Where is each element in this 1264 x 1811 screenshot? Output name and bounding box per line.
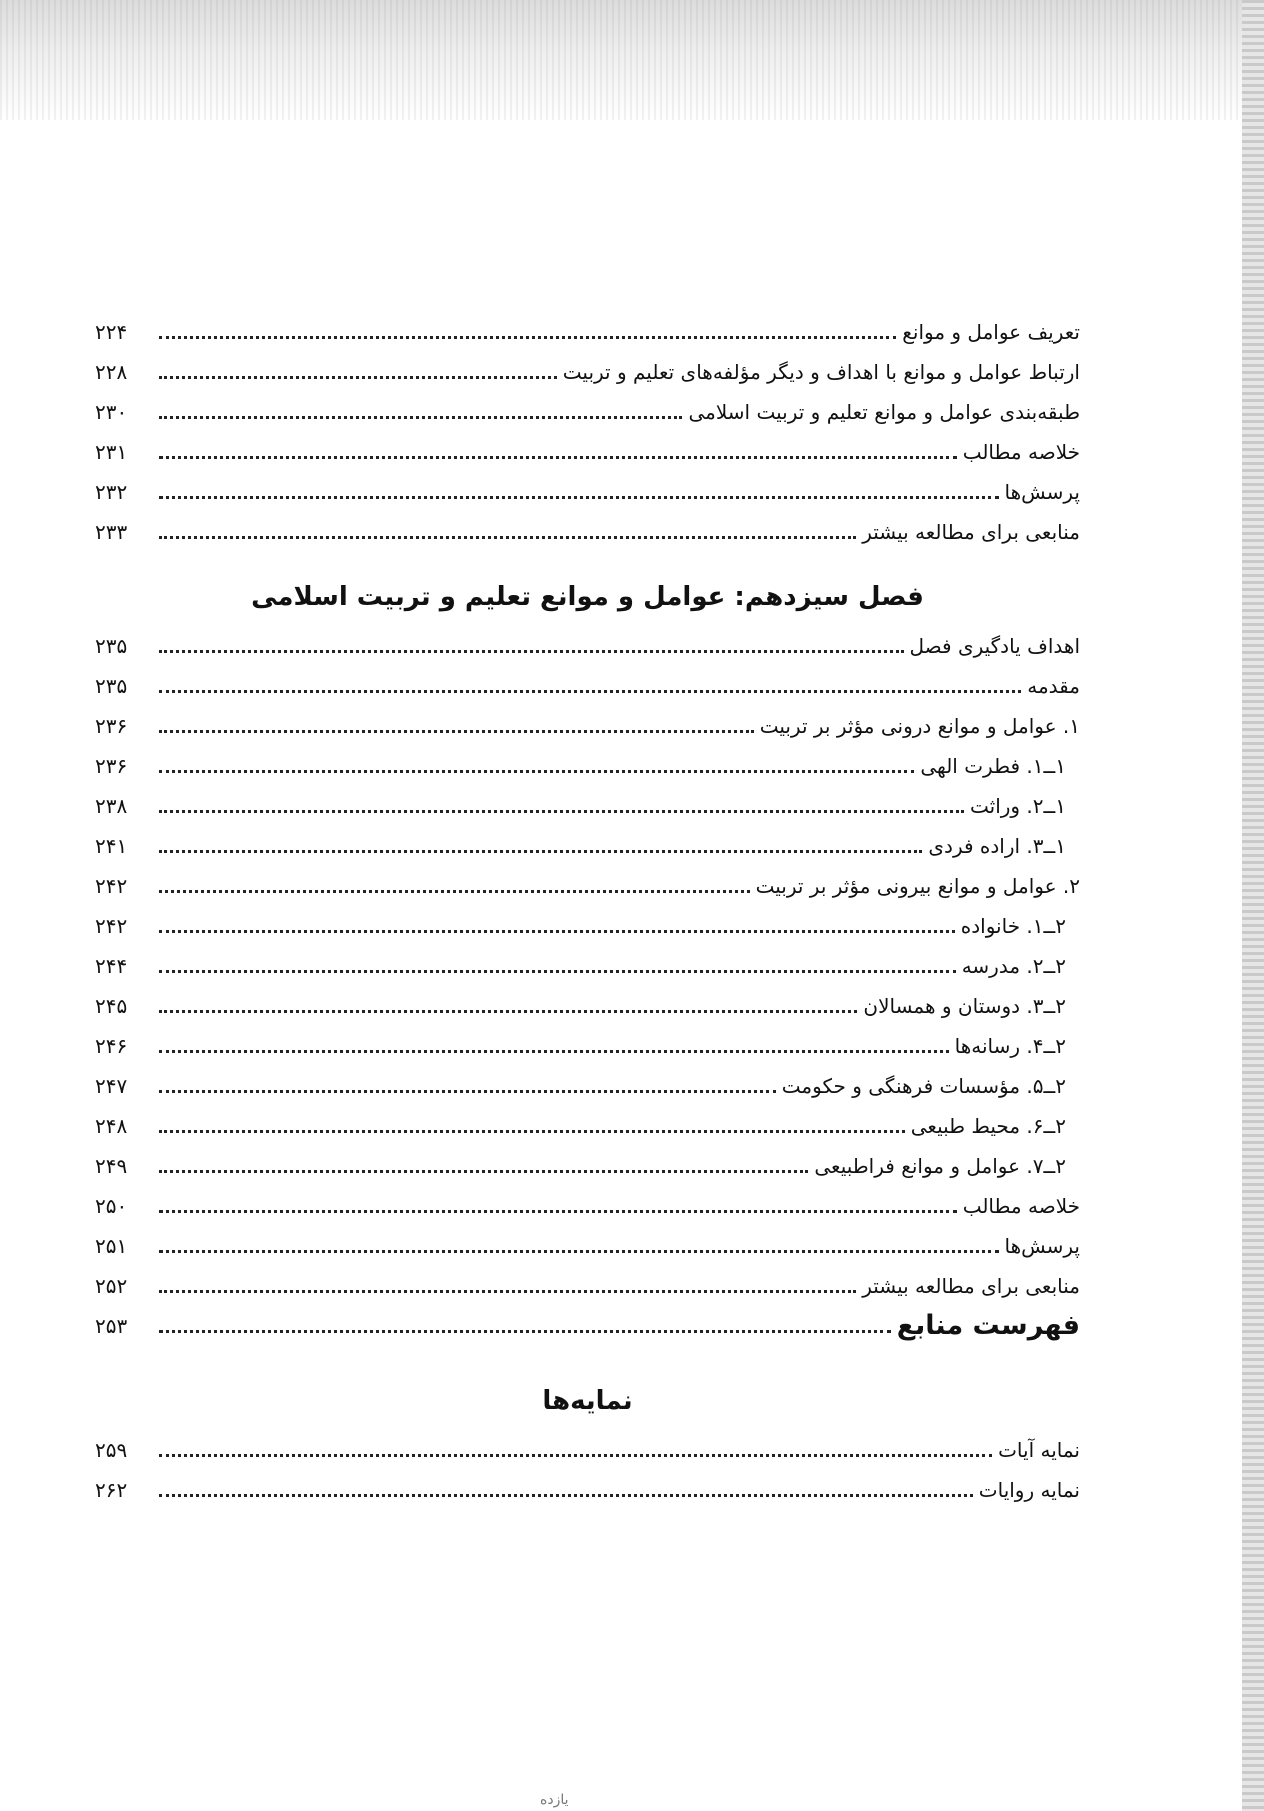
toc-entry-title: منابعی برای مطالعه بیشتر xyxy=(862,1274,1080,1298)
toc-entry-page: ۲۴۲ xyxy=(95,874,128,898)
dot-leader xyxy=(159,336,896,339)
toc-entry-page: ۲۳۵ xyxy=(95,634,128,658)
dot-leader xyxy=(159,1494,973,1497)
references-entry[interactable] xyxy=(95,1299,1080,1339)
toc-subentry[interactable] xyxy=(95,779,1080,819)
toc-entry[interactable] xyxy=(95,425,1080,465)
dot-leader xyxy=(159,1090,776,1093)
toc-entry-page: ۲۳۶ xyxy=(95,754,128,778)
toc-entry-title: ۲. عوامل و موانع بیرونی مؤثر بر تربیت xyxy=(755,874,1080,898)
toc-entry[interactable] xyxy=(95,659,1080,699)
dot-leader xyxy=(159,970,956,973)
dot-leader xyxy=(159,810,964,813)
page-footer-number: یازده xyxy=(540,1792,569,1808)
toc-subentry[interactable] xyxy=(95,939,1080,979)
dot-leader xyxy=(159,1290,856,1293)
toc-entry[interactable] xyxy=(95,385,1080,425)
toc-entry-title: ۱ــ۱. فطرت الهی xyxy=(920,754,1066,778)
toc-entry[interactable] xyxy=(95,465,1080,505)
toc-entry[interactable] xyxy=(95,345,1080,385)
toc-entry[interactable] xyxy=(95,699,1080,739)
toc-entry-title: خلاصه مطالب xyxy=(962,1194,1080,1218)
toc-entry-page: ۲۵۹ xyxy=(95,1438,128,1462)
toc-entry-page: ۲۳۸ xyxy=(95,794,128,818)
toc-entry-page: ۲۴۸ xyxy=(95,1114,128,1138)
toc-entry-page: ۲۲۴ xyxy=(95,320,128,344)
chapter-heading: فصل سیزدهم: عوامل و موانع تعلیم و تربیت اسلامی xyxy=(251,582,924,612)
toc-entry-title: ۲ــ۳. دوستان و همسالان xyxy=(863,994,1066,1018)
toc-entry[interactable] xyxy=(95,1259,1080,1299)
dot-leader xyxy=(159,416,682,419)
dot-leader xyxy=(159,890,750,893)
toc-entry-page: ۲۶۲ xyxy=(95,1478,128,1502)
toc-entry-page: ۲۴۱ xyxy=(95,834,128,858)
toc-entry-page: ۲۵۱ xyxy=(95,1234,128,1258)
toc-entry-title: ۲ــ۵. مؤسسات فرهنگی و حکومت xyxy=(781,1074,1066,1098)
dot-leader xyxy=(159,770,914,773)
toc-entry-page: ۲۳۱ xyxy=(95,440,128,464)
dot-leader xyxy=(159,930,955,933)
table-of-contents xyxy=(95,305,1080,1503)
dot-leader xyxy=(159,456,957,459)
toc-entry-title: ارتباط عوامل و موانع با اهداف و دیگر مؤلفه‌های تعلیم و تربیت xyxy=(562,360,1080,384)
dot-leader xyxy=(159,850,922,853)
toc-entry-page: ۲۳۰ xyxy=(95,400,128,424)
toc-entry-page: ۲۴۶ xyxy=(95,1034,128,1058)
toc-entry-page: ۲۴۲ xyxy=(95,914,128,938)
toc-entry[interactable] xyxy=(95,505,1080,545)
toc-entry-title: پرسش‌ها xyxy=(1004,1234,1080,1258)
toc-subentry[interactable] xyxy=(95,1099,1080,1139)
toc-entry-page: ۲۵۲ xyxy=(95,1274,128,1298)
dot-leader xyxy=(159,1330,891,1333)
toc-entry-page: ۲۵۰ xyxy=(95,1194,128,1218)
toc-entry-page: ۲۳۶ xyxy=(95,714,128,738)
toc-entry[interactable] xyxy=(95,1423,1080,1463)
index-heading: نمایه‌ها xyxy=(542,1386,633,1416)
toc-entry-page: ۲۳۲ xyxy=(95,480,128,504)
toc-entry-title: ۲ــ۲. مدرسه xyxy=(961,954,1066,978)
toc-entry-page: ۲۵۳ xyxy=(95,1314,128,1338)
toc-entry-title: منابعی برای مطالعه بیشتر xyxy=(862,520,1080,544)
dot-leader xyxy=(159,690,1021,693)
dot-leader xyxy=(159,1250,999,1253)
scan-right-edge xyxy=(1242,0,1264,1811)
toc-subentry[interactable] xyxy=(95,979,1080,1019)
dot-leader xyxy=(159,730,754,733)
toc-subentry[interactable] xyxy=(95,899,1080,939)
toc-entry[interactable] xyxy=(95,619,1080,659)
toc-entry[interactable] xyxy=(95,859,1080,899)
dot-leader xyxy=(159,1210,957,1213)
scan-top-edge xyxy=(0,0,1264,120)
toc-entry-title: ۱ــ۲. وراثت xyxy=(969,794,1066,818)
toc-entry-title: اهداف یادگیری فصل xyxy=(909,634,1080,658)
toc-subentry[interactable] xyxy=(95,1059,1080,1099)
toc-subentry[interactable] xyxy=(95,739,1080,779)
dot-leader xyxy=(159,1050,949,1053)
toc-entry-title: پرسش‌ها xyxy=(1004,480,1080,504)
toc-subentry[interactable] xyxy=(95,819,1080,859)
toc-entry-title: ۱. عوامل و موانع درونی مؤثر بر تربیت xyxy=(759,714,1080,738)
dot-leader xyxy=(159,496,999,499)
toc-entry-title: ۲ــ۴. رسانه‌ها xyxy=(954,1034,1066,1058)
toc-subentry[interactable] xyxy=(95,1139,1080,1179)
toc-entry-title: ۱ــ۳. اراده فردی xyxy=(928,834,1066,858)
toc-entry-title: ۲ــ۶. محیط طبیعی xyxy=(910,1114,1066,1138)
toc-entry-title: ۲ــ۱. خانواده xyxy=(960,914,1066,938)
toc-entry[interactable] xyxy=(95,1463,1080,1503)
dot-leader xyxy=(159,536,856,539)
dot-leader xyxy=(159,1170,808,1173)
dot-leader xyxy=(159,1130,905,1133)
dot-leader xyxy=(159,650,904,653)
toc-entry-title: ۲ــ۷. عوامل و موانع فراطبیعی xyxy=(814,1154,1066,1178)
toc-entry-title: نمایه روایات xyxy=(978,1478,1080,1502)
toc-entry-title: تعریف عوامل و موانع xyxy=(902,320,1080,344)
toc-subentry[interactable] xyxy=(95,1019,1080,1059)
toc-entry-page: ۲۲۸ xyxy=(95,360,128,384)
dot-leader xyxy=(159,1010,857,1013)
toc-entry-title: طبقه‌بندی عوامل و موانع تعلیم و تربیت اسلامی xyxy=(688,400,1080,424)
dot-leader xyxy=(159,1454,992,1457)
toc-entry-title: فهرست منابع xyxy=(896,1310,1080,1341)
toc-entry-page: ۲۳۳ xyxy=(95,520,128,544)
toc-entry[interactable] xyxy=(95,1179,1080,1219)
toc-entry-page: ۲۳۵ xyxy=(95,674,128,698)
toc-entry[interactable] xyxy=(95,1219,1080,1259)
toc-entry[interactable] xyxy=(95,305,1080,345)
toc-entry-title: نمایه آیات xyxy=(998,1438,1080,1462)
toc-entry-page: ۲۴۴ xyxy=(95,954,128,978)
dot-leader xyxy=(159,376,557,379)
toc-entry-page: ۲۴۵ xyxy=(95,994,128,1018)
toc-entry-page: ۲۴۹ xyxy=(95,1154,128,1178)
toc-entry-page: ۲۴۷ xyxy=(95,1074,128,1098)
toc-entry-title: خلاصه مطالب xyxy=(962,440,1080,464)
toc-entry-title: مقدمه xyxy=(1027,674,1080,698)
